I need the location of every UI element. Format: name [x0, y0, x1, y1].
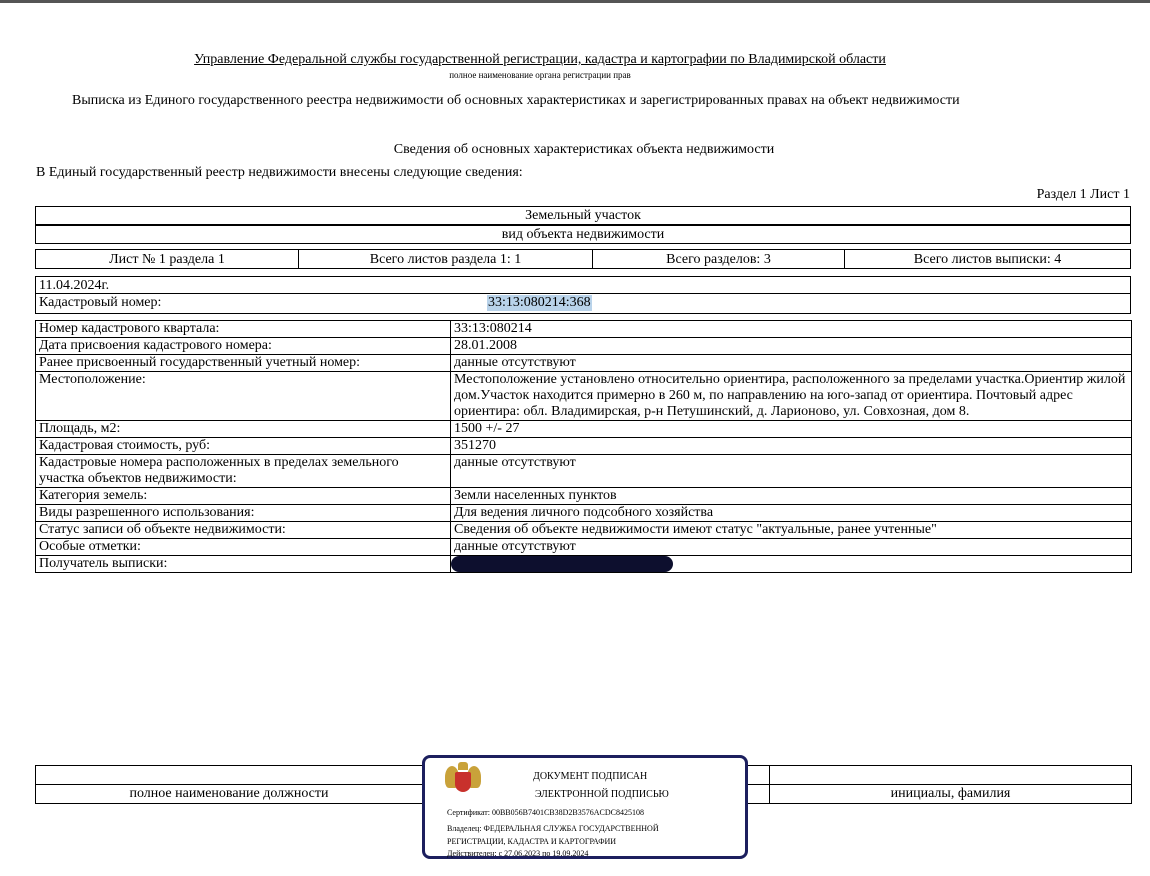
organization-name: Управление Федеральной службы государственной регистрации, кадастра и картографии по Владимирской области — [194, 52, 886, 67]
row-label: Площадь, м2: — [36, 421, 451, 438]
sheet-info-row — [35, 249, 1131, 269]
row-label: Виды разрешенного использования: — [36, 505, 451, 522]
object-type: Земельный участок — [35, 206, 1131, 225]
table-row — [36, 556, 1132, 573]
sheet-number: Лист № 1 раздела 1 — [36, 250, 299, 269]
row-label: Особые отметки: — [36, 539, 451, 556]
object-type-caption: вид объекта недвижимости — [35, 225, 1131, 244]
extract-title: Выписка из Единого государственного реестра недвижимости об основных характеристиках и зарегистрированных правах на объект недвижимости — [72, 93, 960, 108]
electronic-signature-stamp — [422, 755, 748, 859]
stamp-owner-line1: Владелец: ФЕДЕРАЛЬНАЯ СЛУЖБА ГОСУДАРСТВЕННОЙ — [447, 824, 659, 833]
cadastral-number-value[interactable]: 33:13:080214:368 — [488, 295, 591, 310]
position-cell — [36, 766, 423, 785]
position-caption: полное наименование должности — [36, 785, 423, 804]
name-caption: инициалы, фамилия — [770, 785, 1132, 804]
table-row — [36, 372, 1132, 421]
stamp-certificate: Сертификат: 00BB056B7401CB38D2B3576ACDC8425108 — [447, 808, 644, 817]
redaction-mark — [451, 556, 673, 572]
row-label: Кадастровая стоимость, руб: — [36, 438, 451, 455]
row-value: Сведения об объекте недвижимости имеют статус "актуальные, ранее учтенные" — [451, 522, 1132, 539]
cadastral-number-label: Кадастровый номер: — [39, 295, 162, 310]
organization-caption: полное наименование органа регистрации прав — [449, 70, 631, 80]
table-row — [36, 488, 1132, 505]
stamp-title: ДОКУМЕНТ ПОДПИСАН — [533, 771, 648, 782]
table-row — [36, 321, 1132, 338]
table-row — [36, 522, 1132, 539]
intro-text: В Единый государственный реестр недвижимости внесены следующие сведения: — [36, 165, 523, 180]
row-label: Категория земель: — [36, 488, 451, 505]
table-row — [36, 505, 1132, 522]
row-value: Земли населенных пунктов — [451, 488, 1132, 505]
row-value: 351270 — [451, 438, 1132, 455]
stamp-validity: Действителен: с 27.06.2023 по 19.09.2024 — [447, 849, 589, 858]
row-value: 1500 +/- 27 — [451, 421, 1132, 438]
section-title: Сведения об основных характеристиках объекта недвижимости — [393, 142, 775, 157]
cadastral-number-row — [35, 294, 1131, 314]
stamp-owner-line2: РЕГИСТРАЦИИ, КАДАСТРА И КАРТОГРАФИИ — [447, 837, 617, 846]
row-value: данные отсутствуют — [451, 455, 1132, 488]
table-row — [36, 421, 1132, 438]
row-label: Ранее присвоенный государственный учетный номер: — [36, 355, 451, 372]
recipient-value — [451, 556, 1132, 573]
extract-date: 11.04.2024г. — [35, 276, 1131, 294]
row-label: Статус записи об объекте недвижимости: — [36, 522, 451, 539]
total-sheets-section: Всего листов раздела 1: 1 — [299, 250, 593, 269]
row-label: Дата присвоения кадастрового номера: — [36, 338, 451, 355]
row-value: Для ведения личного подсобного хозяйства — [451, 505, 1132, 522]
row-label: Получатель выписки: — [36, 556, 451, 573]
total-sections: Всего разделов: 3 — [593, 250, 845, 269]
row-label: Местоположение: — [36, 372, 451, 421]
table-row — [36, 355, 1132, 372]
stamp-subtitle: ЭЛЕКТРОННОЙ ПОДПИСЬЮ — [535, 789, 669, 800]
row-label: Номер кадастрового квартала: — [36, 321, 451, 338]
row-value: Местоположение установлено относительно ориентира, расположенного за пределами участка.Ориентир жилой дом.Участок находится примерно в 260 м, по направлению на юго-запад от ориентира. Почтовый адрес ориентира: обл. Владимирская, р-н Петушинский, д. Ларионово, ул. Совхозная, дом 8. — [451, 372, 1132, 421]
row-value: 33:13:080214 — [451, 321, 1132, 338]
name-cell — [770, 766, 1132, 785]
table-row — [36, 455, 1132, 488]
table-row — [36, 438, 1132, 455]
table-row — [36, 338, 1132, 355]
row-label: Кадастровые номера расположенных в пределах земельного участка объектов недвижимости: — [36, 455, 451, 488]
table-row — [36, 539, 1132, 556]
row-value: 28.01.2008 — [451, 338, 1132, 355]
row-value: данные отсутствуют — [451, 539, 1132, 556]
top-border-line — [0, 0, 1150, 3]
total-sheets-extract: Всего листов выписки: 4 — [845, 250, 1131, 269]
characteristics-table — [35, 320, 1132, 573]
coat-of-arms-icon — [445, 762, 481, 800]
row-value: данные отсутствуют — [451, 355, 1132, 372]
page-reference: Раздел 1 Лист 1 — [1036, 187, 1130, 202]
